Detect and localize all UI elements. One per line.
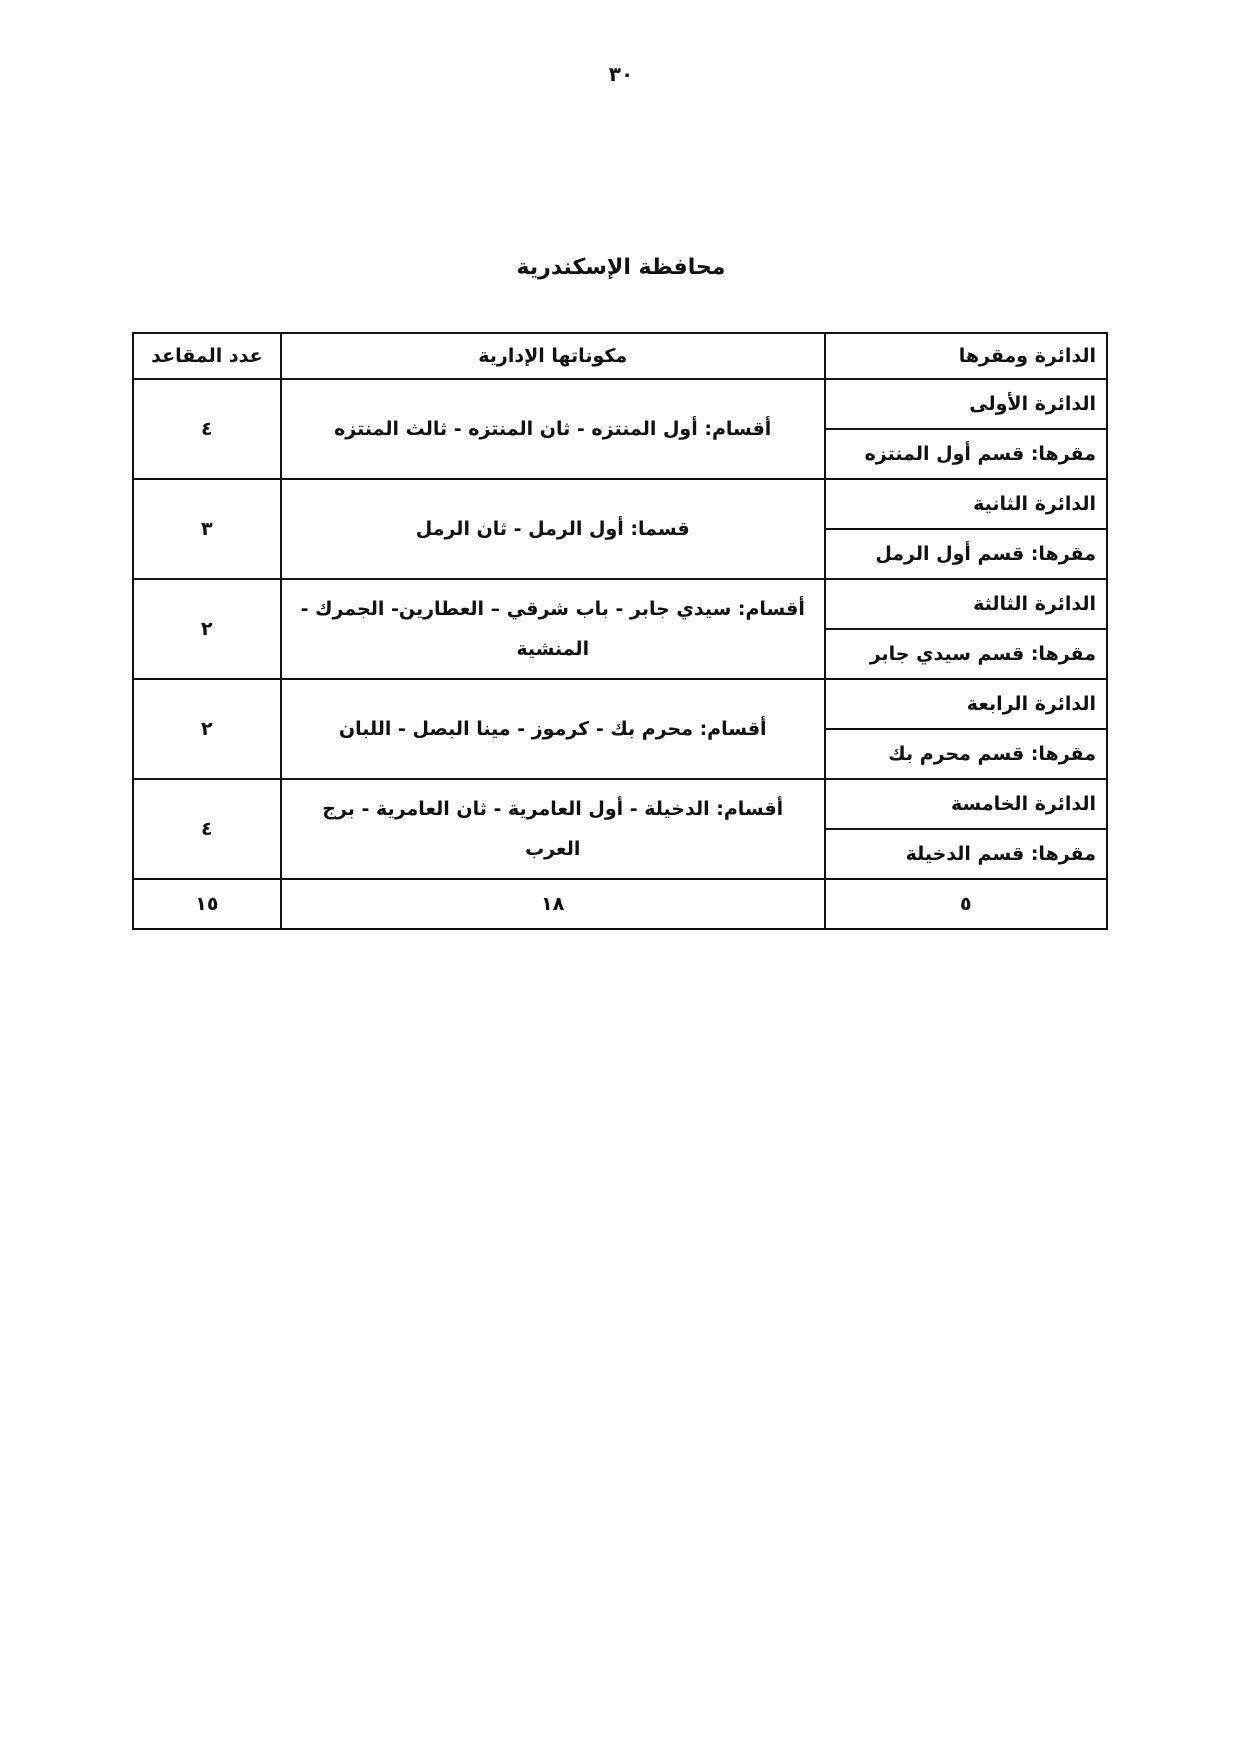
district-name: الدائرة الثانية xyxy=(825,479,1107,529)
page-number: ٣٠ xyxy=(608,62,634,86)
district-components: أقسام: محرم بك - كرموز - مينا البصل - اللبان xyxy=(281,679,825,779)
district-name: الدائرة الأولى xyxy=(825,379,1107,429)
totals-row xyxy=(133,879,1107,929)
district-seat: مقرها: قسم محرم بك xyxy=(825,729,1107,779)
table-header-row xyxy=(133,333,1107,379)
district-components: أقسام: أول المنتزه - ثان المنتزه - ثالث المنتزه xyxy=(281,379,825,479)
district-components: أقسام: الدخيلة - أول العامرية - ثان العامرية - برج العرب xyxy=(281,779,825,879)
table-row xyxy=(133,579,1107,629)
table-row xyxy=(133,779,1107,829)
district-components: قسما: أول الرمل - ثان الرمل xyxy=(281,479,825,579)
district-name: الدائرة الخامسة xyxy=(825,779,1107,829)
header-district: الدائرة ومقرها xyxy=(825,333,1107,379)
total-seats: ١٥ xyxy=(133,879,281,929)
district-seats: ٢ xyxy=(133,679,281,779)
district-seats: ٤ xyxy=(133,779,281,879)
table-row xyxy=(133,679,1107,729)
total-components: ١٨ xyxy=(281,879,825,929)
total-districts: ٥ xyxy=(825,879,1107,929)
district-components: أقسام: سيدي جابر - باب شرقي – العطارين- الجمرك - المنشية xyxy=(281,579,825,679)
district-name: الدائرة الثالثة xyxy=(825,579,1107,629)
district-seat: مقرها: قسم سيدي جابر xyxy=(825,629,1107,679)
districts-table xyxy=(132,332,1108,930)
district-seats: ٢ xyxy=(133,579,281,679)
district-seats: ٤ xyxy=(133,379,281,479)
table-row xyxy=(133,379,1107,429)
document-title: محافظة الإسكندرية xyxy=(516,255,726,280)
table-row xyxy=(133,479,1107,529)
district-seat: مقرها: قسم أول المنتزه xyxy=(825,429,1107,479)
district-seat: مقرها: قسم أول الرمل xyxy=(825,529,1107,579)
district-seats: ٣ xyxy=(133,479,281,579)
district-name: الدائرة الرابعة xyxy=(825,679,1107,729)
header-components: مكوناتها الإدارية xyxy=(281,333,825,379)
district-seat: مقرها: قسم الدخيلة xyxy=(825,829,1107,879)
header-seats: عدد المقاعد xyxy=(133,333,281,379)
